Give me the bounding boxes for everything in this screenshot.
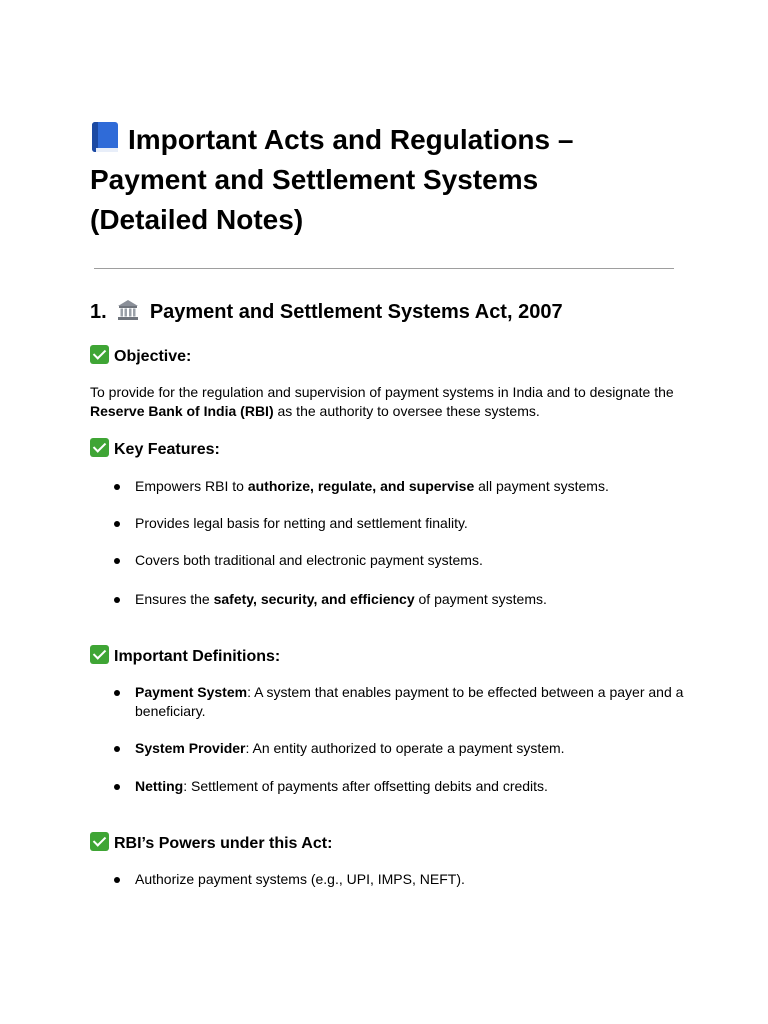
powers-heading-label: RBI’s Powers under this Act: <box>114 835 333 852</box>
bank-icon <box>116 298 140 322</box>
list-item <box>90 477 690 496</box>
bullet-dot <box>114 521 120 527</box>
list-item <box>90 777 690 796</box>
definitions-heading-label: Important Definitions: <box>114 648 281 665</box>
list-item-text: Covers both traditional and electronic payment systems. <box>135 552 483 568</box>
objective-text <box>90 383 690 421</box>
definition-term: Netting <box>135 778 184 794</box>
list-item-text: of payment systems. <box>414 591 547 607</box>
objective-text-bold: Reserve Bank of India (RBI) <box>90 403 274 419</box>
bullet-dot <box>114 746 120 752</box>
check-mark-icon <box>90 438 109 457</box>
bullet-dot <box>114 690 120 696</box>
powers-heading <box>90 832 332 855</box>
horizontal-divider <box>94 268 674 269</box>
list-item <box>90 590 690 609</box>
list-item <box>90 551 690 570</box>
title-line-2: Payment and Settlement Systems <box>90 164 539 195</box>
check-mark-icon <box>90 645 109 664</box>
section-heading <box>90 298 563 326</box>
check-mark-icon <box>90 832 109 851</box>
definition-text: : Settlement of payments after offsetting debits and credits. <box>183 778 548 794</box>
list-item-text: Ensures the <box>135 591 214 607</box>
list-item-text: Empowers RBI to <box>135 478 248 494</box>
list-item <box>90 683 690 721</box>
definition-term: Payment System <box>135 684 248 700</box>
definitions-heading <box>90 645 280 668</box>
list-item-bold: authorize, regulate, and supervise <box>247 478 475 494</box>
key-features-heading <box>90 438 220 461</box>
list-item <box>90 739 690 758</box>
bullet-dot <box>114 877 120 883</box>
definition-text: : An entity authorized to operate a payment system. <box>245 740 565 756</box>
bullet-dot <box>114 484 120 490</box>
key-features-heading-label: Key Features: <box>114 441 220 458</box>
objective-heading-label: Objective: <box>114 348 192 365</box>
check-mark-icon <box>90 345 109 364</box>
section-number: 1. <box>90 301 107 323</box>
document-title <box>90 120 690 240</box>
definition-text: : A system that enables payment to be effected between a payer and a beneficiary. <box>135 684 684 719</box>
definition-term: System Provider <box>135 740 246 756</box>
title-line-1: Important Acts and Regulations – <box>128 124 574 155</box>
list-item-text: Authorize payment systems (e.g., UPI, IMPS, NEFT). <box>135 871 465 887</box>
bullet-dot <box>114 558 120 564</box>
bullet-dot <box>114 784 120 790</box>
objective-text-lead: To provide for the regulation and supervision of payment systems in India and to designate the <box>90 384 674 400</box>
list-item <box>90 870 690 889</box>
list-item-bold: safety, security, and efficiency <box>213 591 415 607</box>
bullet-dot <box>114 597 120 603</box>
section-title: Payment and Settlement Systems Act, 2007 <box>149 301 563 323</box>
list-item-text: Provides legal basis for netting and settlement finality. <box>135 515 468 531</box>
list-item-text: all payment systems. <box>474 478 609 494</box>
title-line-3: (Detailed Notes) <box>90 204 304 235</box>
objective-text-tail: as the authority to oversee these systems. <box>273 403 540 419</box>
objective-heading <box>90 345 191 368</box>
list-item <box>90 514 690 533</box>
book-icon <box>90 122 120 154</box>
